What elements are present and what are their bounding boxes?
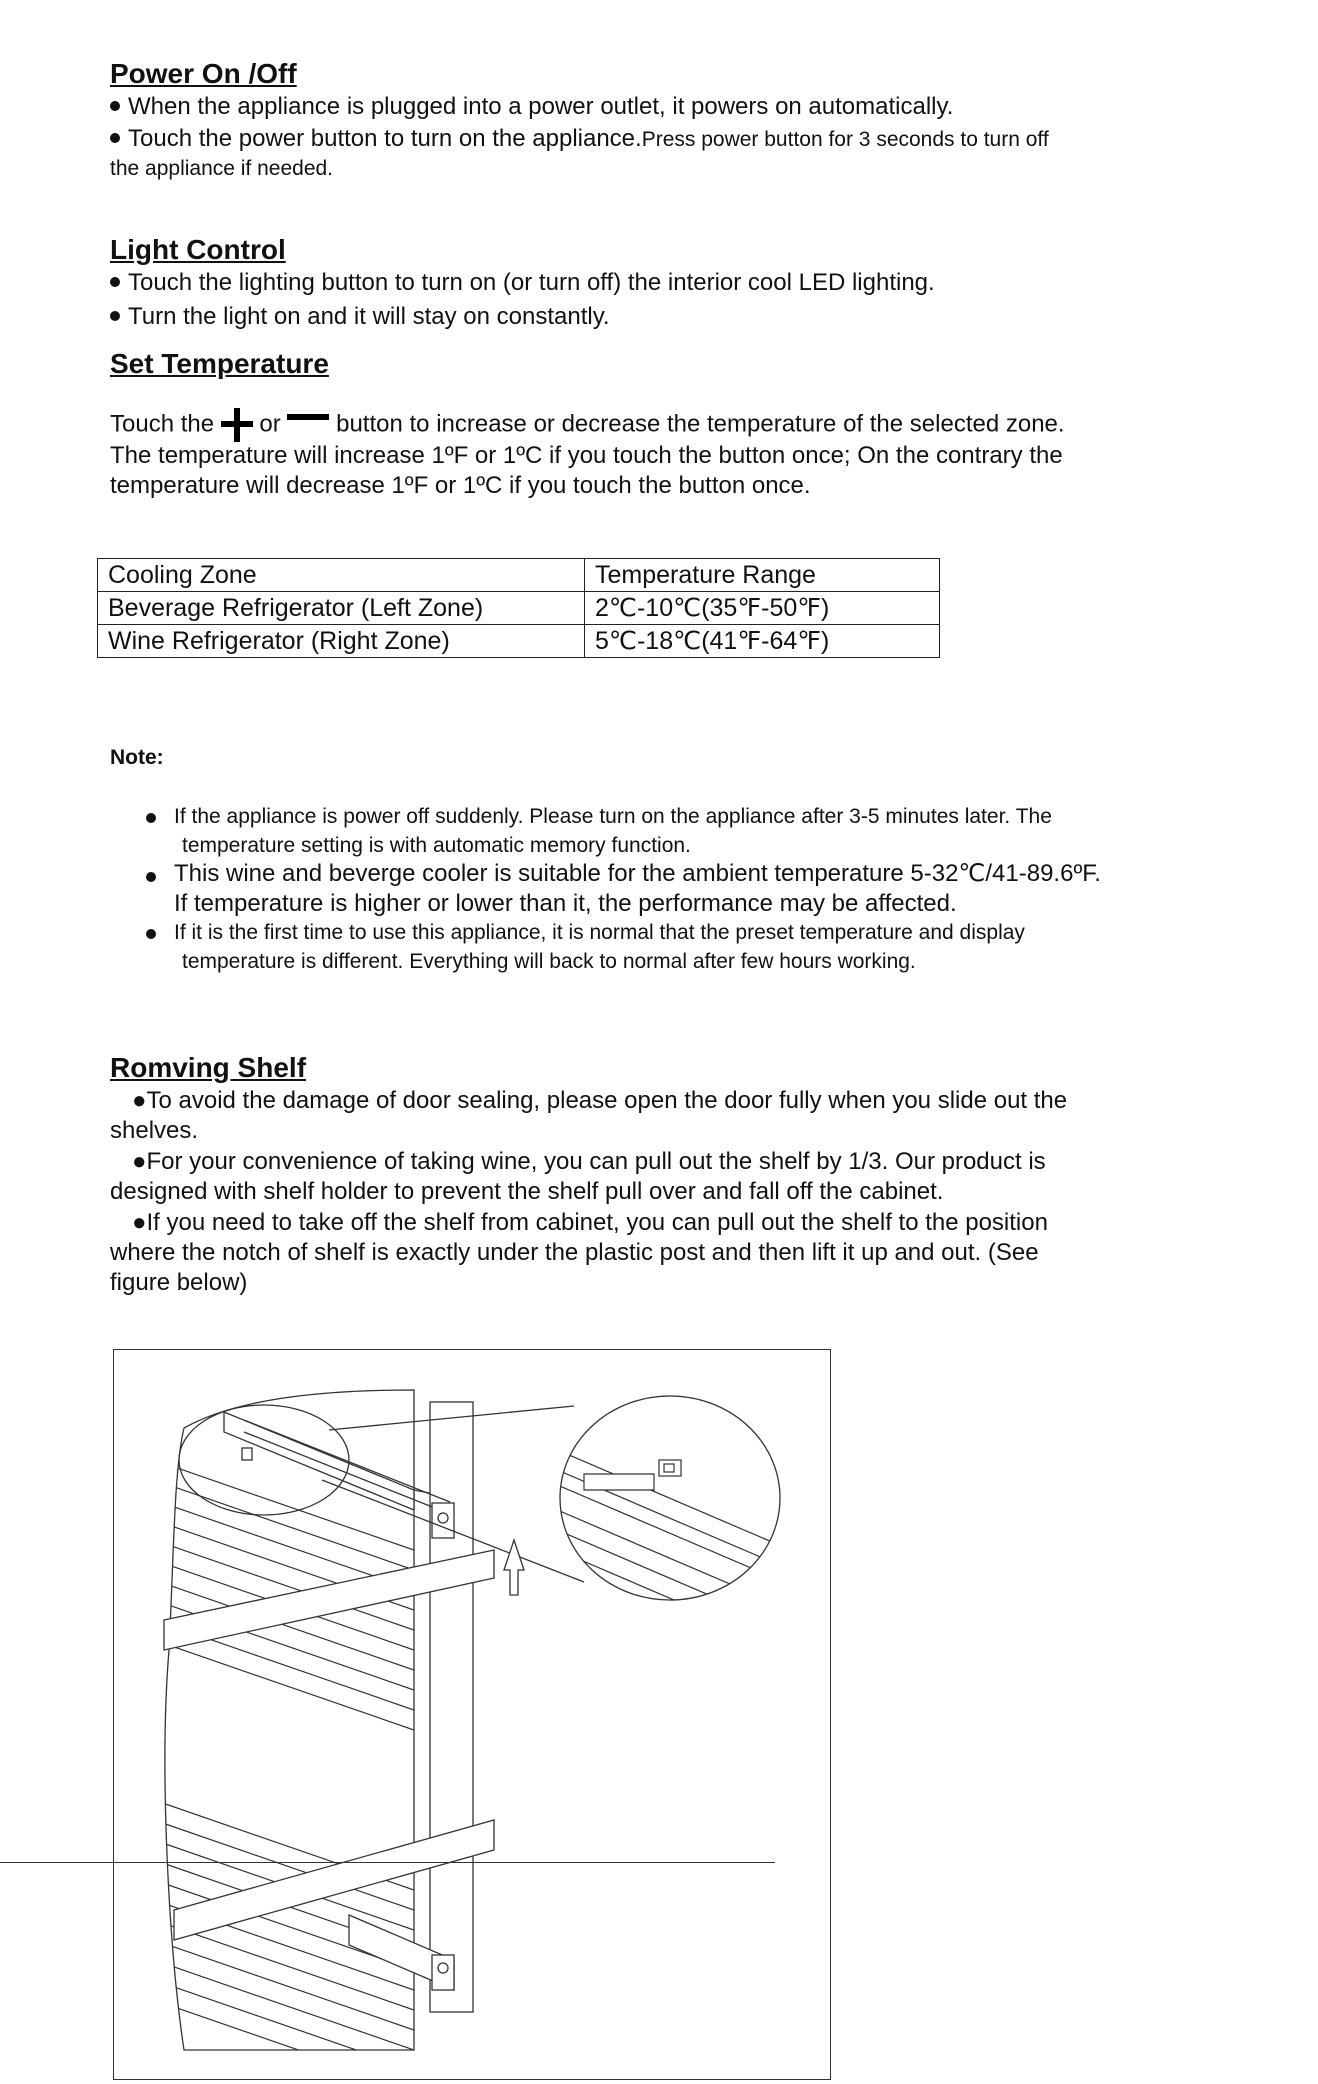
shelf-paragraph-1: ●To avoid the damage of door sealing, please open the door fully when you slide out the bbox=[132, 1087, 1068, 1114]
shelf-removal-figure bbox=[113, 1349, 831, 2080]
bullet-icon bbox=[110, 133, 120, 143]
shelf-paragraph-3: ●If you need to take off the shelf from cabinet, you can pull out the shelf to the position bbox=[132, 1209, 1048, 1236]
shelf-diagram-illustration bbox=[114, 1350, 830, 2079]
bullet-icon bbox=[110, 277, 120, 287]
plus-icon bbox=[221, 408, 253, 442]
table-cell: 5℃-18℃(41℉-64℉) bbox=[585, 625, 940, 658]
settemp-section-title: Set Temperature bbox=[110, 348, 329, 379]
bullet-icon bbox=[146, 813, 156, 823]
light-bullet-2: Turn the light on and it will stay on constantly. bbox=[110, 302, 610, 332]
table-header-row bbox=[98, 559, 940, 592]
table-row bbox=[98, 592, 940, 625]
table-header-cell: Temperature Range bbox=[585, 559, 940, 592]
bullet-icon bbox=[146, 929, 156, 939]
light-section-title: Light Control bbox=[110, 234, 286, 265]
temperature-range-table bbox=[97, 558, 940, 658]
bullet-icon bbox=[146, 872, 156, 882]
table-cell: Beverage Refrigerator (Left Zone) bbox=[98, 592, 585, 625]
power-bullet-1: When the appliance is plugged into a power outlet, it powers on automatically. bbox=[110, 92, 953, 122]
shelf-paragraph-2-cont: designed with shelf holder to prevent the shelf pull over and fall off the cabinet. bbox=[110, 1178, 944, 1205]
settemp-line-2: The temperature will increase 1ºF or 1ºC if you touch the button once; On the contrary the bbox=[110, 442, 1063, 469]
shelf-paragraph-2: ●For your convenience of taking wine, you can pull out the shelf by 1/3. Our product is bbox=[132, 1148, 1046, 1175]
table-header-cell: Cooling Zone bbox=[98, 559, 585, 592]
minus-icon bbox=[287, 414, 329, 420]
table-row bbox=[98, 625, 940, 658]
bullet-icon bbox=[110, 101, 120, 111]
shelf-paragraph-3-cont: where the notch of shelf is exactly under the plastic post and then lift it up and out. (See bbox=[110, 1239, 1039, 1266]
shelf-paragraph-1-cont: shelves. bbox=[110, 1117, 199, 1144]
power-section-title: Power On /Off bbox=[110, 58, 297, 89]
power-bullet-2: Touch the power button to turn on the appliance.Press power button for 3 seconds to turn off bbox=[110, 124, 1049, 155]
light-bullet-1: Touch the lighting button to turn on (or turn off) the interior cool LED lighting. bbox=[110, 268, 935, 298]
settemp-line-1: Touch the or button to increase or decrease the temperature of the selected zone. bbox=[110, 408, 1065, 442]
settemp-line-3: temperature will decrease 1ºF or 1ºC if you touch the button once. bbox=[110, 472, 811, 499]
note-title: Note: bbox=[110, 746, 164, 769]
footer-rule bbox=[0, 1862, 775, 1863]
table-cell: 2℃-10℃(35℉-50℉) bbox=[585, 592, 940, 625]
bullet-icon bbox=[110, 311, 120, 321]
power-bullet-2-cont: the appliance if needed. bbox=[110, 157, 334, 180]
table-cell: Wine Refrigerator (Right Zone) bbox=[98, 625, 585, 658]
shelf-paragraph-3-cont2: figure below) bbox=[110, 1269, 248, 1296]
shelf-section-title: Romving Shelf bbox=[110, 1052, 307, 1083]
